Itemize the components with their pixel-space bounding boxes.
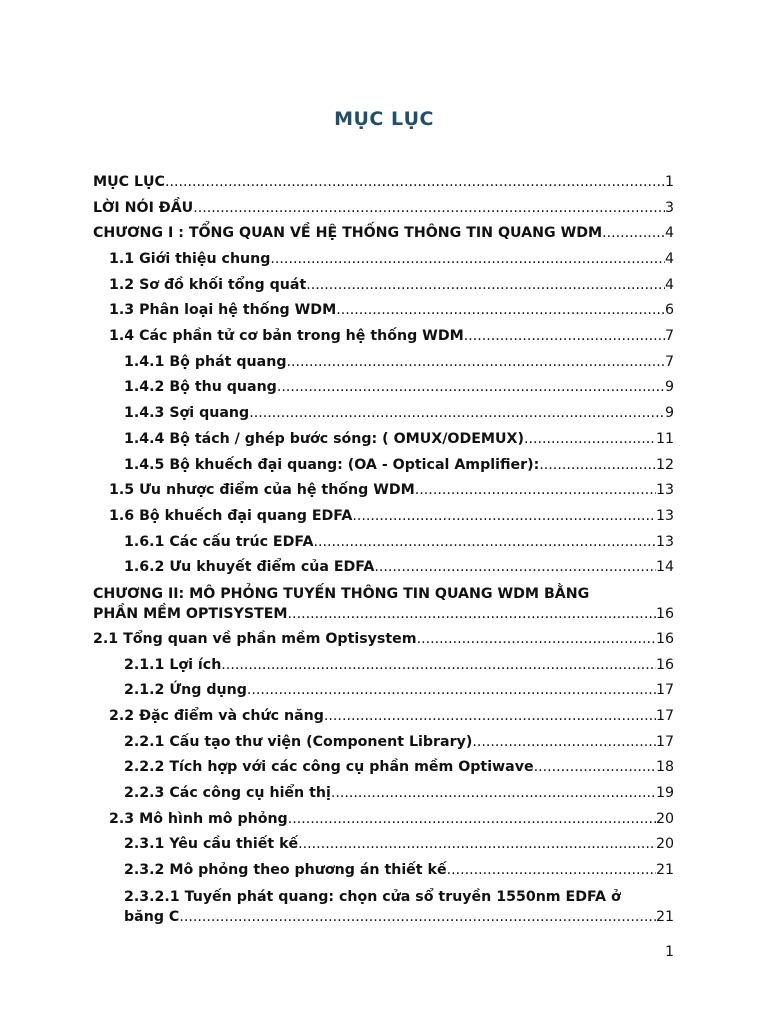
footer-page-number: 1 — [665, 944, 674, 960]
toc-entry[interactable] — [93, 884, 674, 930]
table-of-contents — [93, 170, 674, 930]
toc-entry-text: 2.1 Tổng quan về phần mềm Optisystem — [93, 630, 417, 647]
toc-entry[interactable] — [93, 427, 674, 453]
toc-entry-text: 1.6.2 Ưu khuyết điểm của EDFA — [124, 559, 375, 576]
dot-leader — [288, 604, 656, 624]
dot-leader — [288, 807, 656, 833]
dot-leader — [417, 627, 656, 653]
dot-leader — [249, 401, 665, 427]
toc-entry-page: 13 — [655, 507, 674, 524]
dot-leader — [539, 453, 656, 479]
toc-entry-page: 13 — [655, 482, 674, 499]
toc-entry-page: 17 — [655, 682, 674, 699]
toc-entry-text: 1.4 Các phần tử cơ bản trong hệ thống WDM — [109, 328, 464, 345]
toc-entry-page: 16 — [655, 606, 674, 622]
toc-entry[interactable] — [93, 401, 674, 427]
toc-entry-text: 2.2.2 Tích hợp với các công cụ phần mềm Optiwave — [124, 759, 534, 776]
dot-leader — [324, 704, 656, 730]
toc-entry-page: 19 — [655, 785, 674, 802]
toc-entry-text: 1.4.4 Bộ tách / ghép bước sóng: ( OMUX/ODEMUX) — [124, 430, 524, 447]
dot-leader — [472, 730, 656, 756]
toc-entry-text: 2.2.3 Các công cụ hiển thị — [124, 785, 331, 802]
toc-entry-text: 1.2 Sơ đồ khối tổng quát — [109, 276, 307, 293]
toc-entry-page: 20 — [655, 836, 674, 853]
dot-leader — [247, 678, 656, 704]
dot-leader — [306, 273, 665, 299]
toc-entry-page: 18 — [655, 759, 674, 776]
toc-entry[interactable] — [93, 833, 674, 859]
toc-entry[interactable] — [93, 273, 674, 299]
toc-entry[interactable] — [93, 298, 674, 324]
toc-entry-page: 16 — [655, 630, 674, 647]
dot-leader — [277, 375, 665, 401]
dot-leader — [298, 832, 656, 858]
toc-entry[interactable] — [93, 376, 674, 402]
toc-entry[interactable] — [93, 324, 674, 350]
toc-entry[interactable] — [93, 504, 674, 530]
toc-entry-text: 2.3.2.1 Tuyến phát quang: chọn cửa sổ truyền 1550nm EDFA ở — [124, 888, 621, 905]
dot-leader — [336, 298, 665, 324]
toc-entry-text: 2.2.1 Cấu tạo thư viện (Component Library) — [124, 733, 473, 750]
toc-entry[interactable] — [93, 221, 674, 247]
toc-entry[interactable] — [93, 478, 674, 504]
dot-leader — [286, 350, 664, 376]
toc-entry[interactable] — [93, 704, 674, 730]
toc-entry-page: 12 — [655, 456, 674, 473]
toc-entry-text: 1.4.5 Bộ khuếch đại quang: (OA - Optical Amplifier): — [124, 456, 540, 473]
dot-leader — [374, 555, 656, 581]
dot-leader — [193, 196, 665, 222]
toc-entry-text: 1.6 Bộ khuếch đại quang EDFA — [109, 507, 353, 524]
toc-entry-page: 6 — [664, 302, 674, 319]
toc-entry[interactable] — [93, 581, 674, 627]
toc-entry[interactable] — [93, 453, 674, 479]
toc-entry-page: 9 — [664, 405, 674, 422]
toc-entry-text: 2.1.1 Lợi ích — [124, 656, 222, 673]
toc-entry[interactable] — [93, 555, 674, 581]
toc-entry[interactable] — [93, 755, 674, 781]
dot-leader — [534, 755, 656, 781]
toc-entry-page: 13 — [655, 533, 674, 550]
toc-entry-page: 11 — [655, 430, 674, 447]
toc-entry-text-continued: băng C — [124, 908, 180, 925]
toc-entry-text: 1.6.1 Các cấu trúc EDFA — [124, 533, 314, 550]
toc-entry[interactable] — [93, 627, 674, 653]
toc-entry-page: 21 — [655, 908, 674, 925]
toc-entry-text: 2.3 Mô hình mô phỏng — [109, 810, 288, 827]
toc-entry-page: 3 — [664, 199, 674, 216]
dot-leader — [165, 170, 665, 196]
dot-leader — [447, 858, 656, 884]
toc-entry-text: 1.1 Giới thiệu chung — [109, 251, 271, 268]
toc-entry-text: 2.1.2 Ứng dụng — [124, 682, 247, 699]
toc-entry[interactable] — [93, 530, 674, 556]
toc-entry-text: 1.4.3 Sợi quang — [124, 405, 250, 422]
toc-entry-text: 1.4.1 Bộ phát quang — [124, 353, 287, 370]
toc-entry-text: CHƯƠNG II: MÔ PHỎNG TUYẾN THÔNG TIN QUANG WDM BẰNG — [93, 586, 590, 602]
page-title: MỤC LỤC — [334, 108, 434, 130]
toc-entry-text: 2.2 Đặc điểm và chức năng — [109, 708, 324, 725]
toc-entry-text: LỜI NÓI ĐẦU — [93, 199, 194, 216]
toc-entry[interactable] — [93, 730, 674, 756]
toc-entry[interactable] — [93, 807, 674, 833]
toc-entry-page: 4 — [664, 276, 674, 293]
toc-entry-page: 7 — [664, 328, 674, 345]
toc-entry-page: 4 — [664, 225, 674, 242]
toc-entry-page: 21 — [655, 862, 674, 879]
dot-leader — [313, 530, 656, 556]
toc-entry-text: 2.3.2 Mô phỏng theo phương án thiết kế — [124, 862, 447, 879]
toc-entry-page: 17 — [655, 708, 674, 725]
toc-entry[interactable] — [93, 653, 674, 679]
toc-entry-text-continued: PHẦN MỀM OPTISYSTEM — [93, 606, 288, 622]
toc-entry-page: 1 — [664, 173, 674, 190]
toc-entry[interactable] — [93, 781, 674, 807]
toc-entry[interactable] — [93, 247, 674, 273]
toc-entry-page: 14 — [655, 559, 674, 576]
toc-entry-text: 2.3.1 Yêu cầu thiết kế — [124, 836, 299, 853]
toc-entry-page: 17 — [655, 733, 674, 750]
toc-entry[interactable] — [93, 678, 674, 704]
toc-entry-text: MỤC LỤC — [93, 173, 165, 190]
toc-entry-text: 1.3 Phân loại hệ thống WDM — [109, 302, 337, 319]
dot-leader — [524, 427, 656, 453]
dot-leader — [221, 653, 656, 679]
toc-entry-page: 7 — [664, 353, 674, 370]
toc-entry-page: 16 — [655, 656, 674, 673]
toc-entry-page: 9 — [664, 379, 674, 396]
toc-entry[interactable] — [93, 858, 674, 884]
toc-entry[interactable] — [93, 170, 674, 196]
dot-leader — [602, 221, 665, 247]
dot-leader — [464, 324, 665, 350]
toc-entry-text: 1.4.2 Bộ thu quang — [124, 379, 277, 396]
dot-leader — [415, 478, 656, 504]
toc-entry-text: CHƯƠNG I : TỔNG QUAN VỀ HỆ THỐNG THÔNG TIN QUANG WDM — [93, 225, 603, 242]
dot-leader — [270, 247, 665, 273]
toc-entry-text: 1.5 Ưu nhược điểm của hệ thống WDM — [109, 482, 415, 499]
dot-leader — [352, 504, 656, 530]
dot-leader — [179, 907, 656, 927]
toc-entry-page: 4 — [664, 251, 674, 268]
toc-entry[interactable] — [93, 350, 674, 376]
dot-leader — [331, 781, 656, 807]
toc-entry[interactable] — [93, 196, 674, 222]
toc-entry-page: 20 — [655, 810, 674, 827]
